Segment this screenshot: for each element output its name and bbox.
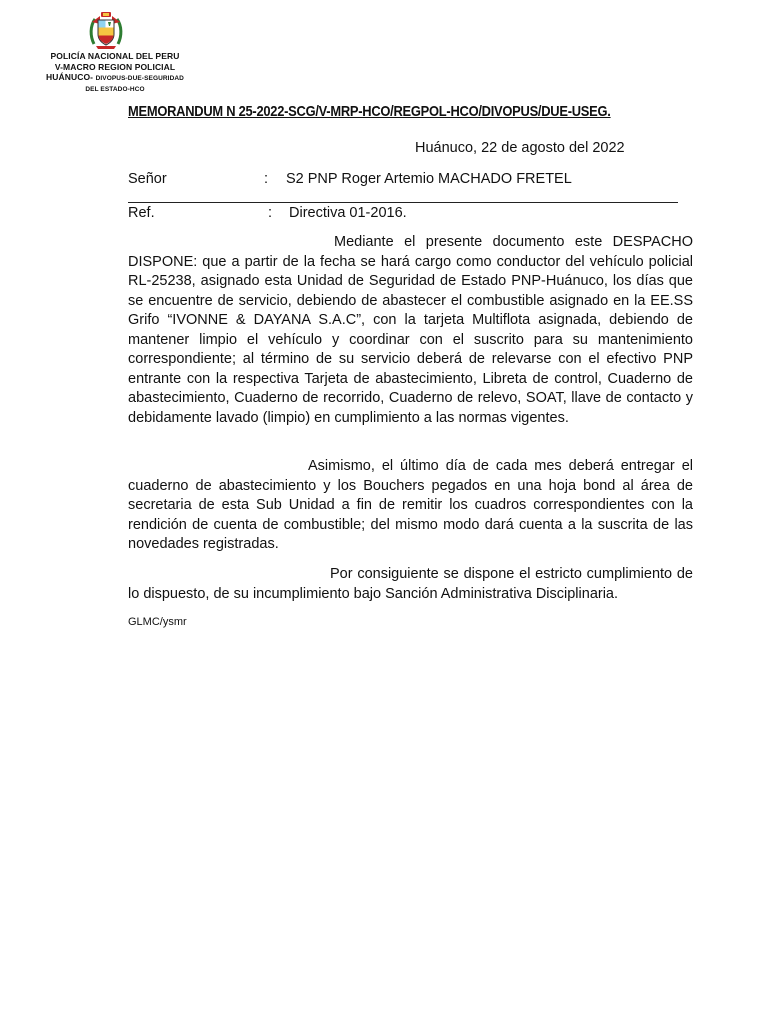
body-paragraph-1: Mediante el presente documento este DESPACHO DISPONE: que a partir de la fecha se hará cargo como conductor del vehículo policial RL-25238, asignado esta Unidad de Seguridad de Estado PNP-Huánuco, los días que se encuentre de servicio, debiendo de abastecer el combustible asignado en la EE.SS Grifo “IVONNE & DAYANA S.A.C”, con la tarjeta Multiflota asignada, debiendo de mantener limpio el vehículo y coordinar con el suscrito para su mantenimiento correspondiente; al término de su servicio deberá de relevarse con el efectivo PNP entrante con la respectiva Tarjeta de abastecimiento, Libreta de control, Cuaderno de abastecimiento, Cuaderno de recorrido, Cuaderno de relevo, SOAT, llave de contacto y debidamente lavado (limpio) en cumplimiento a las normas vigentes.	[128, 234, 693, 426]
unit-line	[30, 72, 200, 85]
body-paragraph-2: Asimismo, el último día de cada mes deberá entregar el cuaderno de abastecimiento y los Bouchers pegados en una hoja bond al área de secretaria de esta Sub Unidad a fin de remitir los cuadros correspondientes con la rendición de cuenta de combustible; del mismo modo dará cuenta a la suscrita de las novedades registradas.	[128, 458, 693, 552]
city-name: HUÁNUCO-	[46, 72, 94, 82]
separator-line	[128, 202, 678, 203]
memo-date: Huánuco, 22 de agosto del 2022	[415, 140, 625, 156]
recipient-label: Señor	[128, 171, 167, 187]
memo-title: MEMORANDUM N 25-2022-SCG/V-MRP-HCO/REGPOL-HCO/DIVOPUS/DUE-USEG.	[128, 103, 611, 120]
recipient-colon: :	[264, 171, 269, 187]
recipient-row	[128, 171, 688, 191]
division-name: DIVOPUS-DUE-SEGURIDAD	[95, 75, 184, 82]
institution-header	[30, 51, 200, 95]
reference-colon: :	[268, 205, 273, 221]
reference-value: Directiva 01-2016.	[289, 205, 407, 221]
reference-initials: GLMC/ysmr	[128, 616, 187, 628]
region-name: V-MACRO REGION POLICIAL	[54, 61, 176, 72]
body-paragraph-3: Por consiguiente se dispone el estricto cumplimiento de lo dispuesto, de su incumplimiento bajo Sanción Administrativa Disciplinaria.	[128, 566, 693, 602]
reference-row	[128, 205, 688, 225]
recipient-name: S2 PNP Roger Artemio MACHADO FRETEL	[286, 171, 572, 187]
unit-name: DEL ESTADO-HCO	[85, 85, 145, 93]
reference-label: Ref.	[128, 205, 155, 221]
institution-name: POLICÍA NACIONAL DEL PERU	[50, 51, 180, 61]
coat-of-arms-icon	[88, 10, 124, 50]
